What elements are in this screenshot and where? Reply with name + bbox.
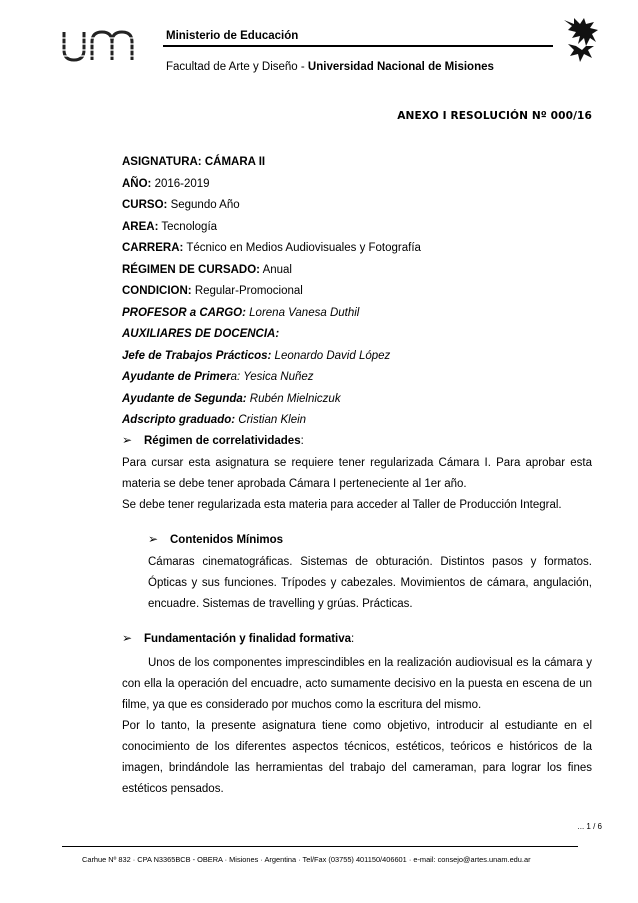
info-value: Lorena Vanesa Duthil	[245, 306, 360, 319]
info-label: AUXILIARES DE DOCENCIA:	[122, 328, 280, 340]
info-row	[122, 195, 421, 217]
correlatividades-title: Régimen de correlatividades	[144, 435, 301, 447]
info-row	[122, 324, 421, 346]
section-fundamentacion	[122, 628, 592, 800]
info-label: CONDICION:	[122, 285, 192, 297]
info-row	[122, 346, 421, 368]
info-label: ASIGNATURA: CÁMARA II	[122, 156, 266, 168]
info-value: Rubén Mielniczuk	[246, 392, 341, 405]
info-value: Cristian Klein	[235, 414, 307, 426]
info-label: CARRERA:	[122, 242, 184, 254]
annex-heading: ANEXO I RESOLUCIÓN Nº 000/16	[397, 110, 592, 122]
info-label: RÉGIMEN DE CURSADO:	[122, 263, 261, 276]
info-value: Anual	[260, 263, 292, 276]
info-row	[122, 217, 421, 239]
info-row	[122, 260, 421, 282]
info-value: 2016-2019	[151, 177, 210, 190]
faculty-line	[166, 61, 494, 73]
footer-address: Carhue Nº 832 · CPA N3365BCB - OBERA · Misiones · Argentina · Tel/Fax (03755) 401150/406601 · e-mail: consejo@artes.unam.edu.ar	[82, 855, 531, 864]
section-title	[122, 628, 592, 650]
info-label: AREA:	[122, 220, 159, 233]
info-value: Leonardo David López	[271, 349, 391, 362]
info-row	[122, 238, 421, 260]
info-value: Regular-Promocional	[191, 285, 303, 297]
correlatividades-text: Para cursar esta asignatura se requiere tener regularizada Cámara I. Para aprobar esta materia se debe tener aprobada Cámara I perteneciente al 1er año.	[122, 457, 592, 490]
arrow-bullet-icon: ➢	[122, 631, 133, 645]
info-value: Tecnología	[158, 220, 218, 233]
section-contenidos	[148, 529, 592, 615]
faculty-name: Facultad de Arte y Diseño	[166, 61, 298, 73]
faculty-separator: -	[297, 61, 308, 73]
course-info	[122, 152, 421, 432]
ministry-title: Ministerio de Educación	[166, 30, 299, 42]
info-value: Técnico en Medios Audiovisuales y Fotografía	[183, 242, 421, 254]
page-number: ... 1 / 6	[577, 822, 602, 831]
fundamentacion-text-2: Por lo tanto, la presente asignatura tiene como objetivo, introducir al estudiante en el conocimiento de los diferentes aspectos técnicos, estéticos, teóricos e históricos de la imagen, brindándole las herramientas del trabajo del cameraman, para lograr los fines estéticos pensados.	[122, 720, 592, 795]
info-label: CURSO:	[122, 199, 168, 211]
info-row	[122, 389, 421, 411]
contenidos-title: Contenidos Mínimos	[170, 534, 284, 546]
arrow-bullet-icon: ➢	[148, 532, 159, 546]
header-rule	[163, 45, 553, 47]
section-title	[148, 529, 592, 551]
info-row	[122, 303, 421, 325]
info-row	[122, 281, 421, 303]
arrow-bullet-icon: ➢	[122, 433, 133, 447]
correlatividades-text-2: Se debe tener regularizada esta materia para acceder al Taller de Producción Integral.	[122, 499, 562, 511]
info-row	[122, 152, 421, 174]
info-row	[122, 174, 421, 196]
info-label: Ayudante de Segunda:	[122, 392, 247, 405]
footer-rule	[62, 846, 578, 847]
university-name: Universidad Nacional de Misiones	[307, 61, 494, 73]
info-row	[122, 367, 421, 389]
faculty-seal-icon	[558, 16, 602, 64]
title-suffix: :	[300, 435, 304, 447]
title-suffix: :	[351, 633, 355, 645]
section-title	[122, 430, 592, 452]
section-correlatividades	[122, 430, 592, 516]
contenidos-text: Cámaras cinematográficas. Sistemas de obturación. Distintos pasos y formatos. Ópticas y sus funciones. Trípodes y cabezales. Movimientos de cámara, angulación, encuadre. Sistemas de travelling y grúas. Prácticas.	[148, 556, 592, 610]
info-value: Segundo Año	[167, 199, 240, 211]
info-value: a: Yesica Nuñez	[230, 371, 314, 383]
info-label: PROFESOR a CARGO:	[122, 306, 246, 319]
info-label: Adscripto graduado:	[122, 414, 236, 426]
info-label: AÑO:	[122, 177, 152, 190]
info-label: Ayudante de Primer	[122, 371, 231, 383]
info-row	[122, 410, 421, 432]
info-label: Jefe de Trabajos Prácticos:	[122, 349, 272, 362]
fundamentacion-title: Fundamentación y finalidad formativa	[144, 633, 352, 645]
university-logo	[60, 26, 142, 66]
fundamentacion-text: Unos de los componentes imprescindibles en la realización audiovisual es la cámara y con ella la operación del encuadre, acto sumamente decisivo en la puesta en escena de un filme, ya que es considerado por muchos como la escritura del mismo.	[122, 657, 592, 711]
